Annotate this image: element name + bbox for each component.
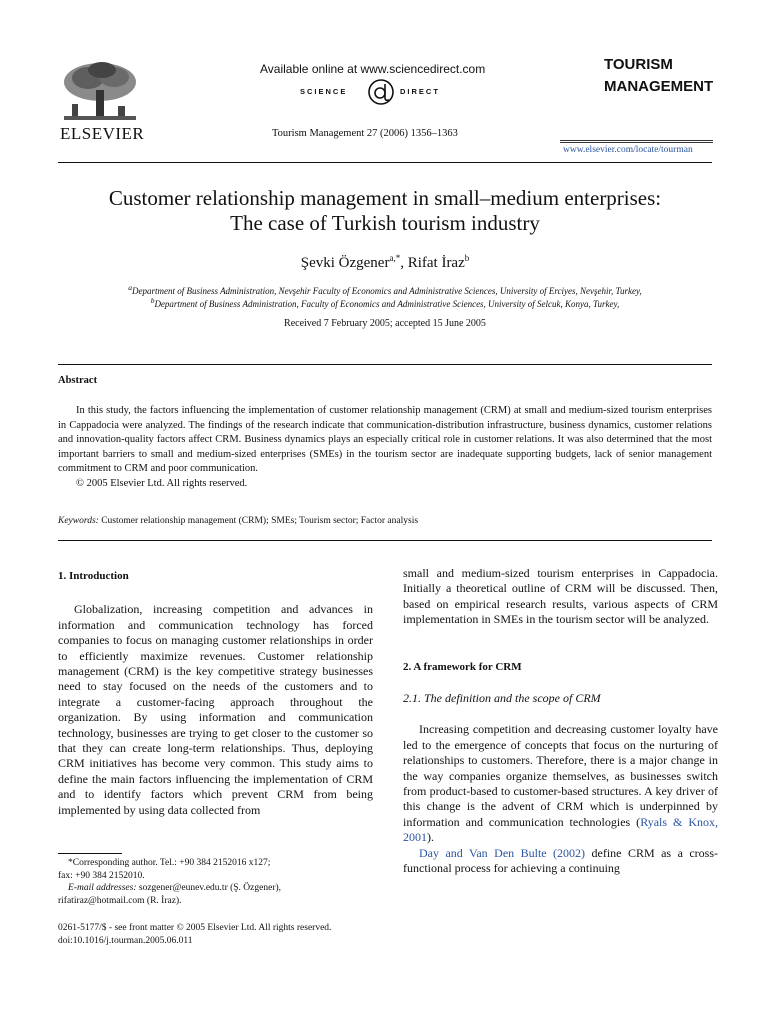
affiliation-a [58, 283, 712, 296]
front-matter [58, 922, 373, 947]
journal-citation: Tourism Management 27 (2006) 1356–1363 [272, 128, 458, 139]
title-line-1: Customer relationship management in small–medium enterprises: [108, 186, 662, 210]
publisher-name: ELSEVIER [60, 124, 145, 143]
left-column [58, 569, 373, 818]
received-dates: Received 7 February 2005; accepted 15 June 2005 [284, 318, 486, 329]
keywords-text: Customer relationship management (CRM); SMEs; Tourism sector; Factor analysis [101, 516, 419, 526]
section-2-1-end: ). [427, 830, 434, 845]
author-2: Rifat İraz [407, 255, 465, 271]
affiliation-b [58, 296, 712, 309]
email-label: E-mail addresses: [68, 883, 137, 894]
sd-left-word: SCIENCE [300, 87, 348, 96]
header-rule [58, 162, 712, 163]
journal-title-line2: MANAGEMENT [604, 78, 714, 95]
section-1-heading: 1. Introduction [58, 570, 129, 582]
abstract-body [58, 404, 712, 492]
section-2-1-paragraph [403, 722, 718, 845]
article-title [58, 186, 712, 236]
abstract-heading: Abstract [58, 375, 98, 386]
footnote-fax: fax: +90 384 2152010. [58, 870, 145, 881]
sd-right-word: DIRECT [400, 87, 440, 96]
day-van-den-bulte-paragraph [403, 846, 718, 877]
right-column [403, 566, 718, 877]
footnotes [58, 857, 373, 907]
citation-link-ryals-knox[interactable]: Ryals & Knox, 2001 [403, 814, 718, 845]
section-2-1-heading: 2.1. The definition and the scope of CRM [403, 691, 601, 706]
journal-url-link[interactable]: www.elsevier.com/locate/tourman [563, 145, 693, 155]
abstract-text: In this study, the factors influencing the implementation of customer relationship management (CRM) at small and medium-sized tourism enterprises in Cappadocia were analyzed. The findings of the research indicate that communication-distribution infrastructure, business dynamics, customer relations and innovation-quality factors affect CRM. Business dynamics plays an especially critical role in customer relations. It was also determined that the most important barriers to small and medium-sized enterprises (SMEs) in the tourism sector are inadequate supporting budgets, lack of senior management commitment to CRM and poor communication. [58, 405, 712, 475]
elsevier-tree-logo [58, 60, 142, 126]
affiliation-b-text: Department of Business Administration, Faculty of Economics and Administrative Sciences, University of Selcuk, Konya, Turkey, [154, 299, 620, 309]
author-1: Şevki Özgener [300, 255, 390, 271]
section-2-heading: 2. A framework for CRM [403, 660, 522, 673]
sd-at-icon [366, 78, 396, 106]
author-1-affiliation-mark: a, [389, 253, 396, 263]
day-van-den-bulte-text: define CRM as a cross-functional process for achieving a continuing [403, 845, 719, 876]
journal-divider-top [560, 140, 713, 141]
section-2-1-text: Increasing competition and decreasing customer loyalty have led to the emergence of concepts that focus on the nurturing of relationships to customers. Therefore, there is a major change in the way companies organize themselves, as businesses switch from product-based to customer-based structures. A key driver of this change is the advent of CRM which is underpinned by information and communication technologies ( [403, 722, 718, 829]
citation-link-day-van-den-bulte[interactable]: Day and Van Den Bulte (2002) [419, 845, 586, 860]
front-matter-line: 0261-5177/$ - see front matter © 2005 Elsevier Ltd. All rights reserved. [58, 923, 332, 933]
affiliation-b-mark: b [150, 296, 155, 305]
keywords-label: Keywords: [58, 516, 99, 526]
journal-divider [560, 142, 713, 143]
abstract-bottom-rule [58, 540, 712, 541]
corresponding-author-mark[interactable]: * [395, 253, 401, 263]
author-list: Şevki Özgener$^{a,*}$, Rifat İraz$^b$ [300, 253, 470, 271]
journal-title-line1: TOURISM [604, 56, 673, 73]
abstract-top-rule [58, 364, 712, 365]
footnote-rule [58, 853, 122, 854]
email-2: rifatiraz@hotmail.com (R. İraz). [58, 895, 182, 906]
footnote-corresponding: *Corresponding author. Tel.: +90 384 2152016 x127; [68, 858, 271, 868]
email-1: sozgener@eunev.edu.tr (Ş. Özgener), [136, 883, 282, 894]
footnote-emails [58, 882, 373, 895]
affiliation-a-mark: a [128, 283, 132, 292]
doi-line: doi:10.1016/j.tourman.2005.06.011 [58, 935, 193, 946]
intro-continuation: small and medium-sized tourism enterprises in Cappadocia. Initially a theoretical outline of CRM will be discussed. Then, based on empirical research results, various aspects of CRM implementation in SMEs in the tourism sector will be analyzed. [403, 566, 718, 627]
keywords-line [58, 516, 712, 526]
section-1-paragraph: Globalization, increasing competition and advances in information and communication technology has forced companies to focus on managing customer relationships in order to efficiently maximize revenues. Customer relationship management (CRM) is the key competitive strategy businesses need to stay focused on the needs of the customers and to integrate a customer-facing approach throughout the organization. By using information and communication technology, businesses are trying to get closer to the customer so that they can create long-term relationships. Thus, deploying CRM initiatives has become very common. This study aims to define the main factors influencing the implementation of CRM and to identify factors which prevent CRM from being implemented by using data collected from [58, 602, 373, 817]
title-line-2: The case of Turkish tourism industry [230, 211, 540, 235]
sciencedirect-logo [300, 78, 470, 106]
available-online-text: Available online at www.sciencedirect.com [260, 62, 486, 76]
abstract-copyright: © 2005 Elsevier Ltd. All rights reserved. [76, 477, 248, 489]
affiliation-a-text: Department of Business Administration, Nevşehir Faculty of Economics and Administrative Sciences, University of Erciyes, Nevşehir, Turkey, [131, 286, 642, 296]
author-2-affiliation-mark: b [464, 253, 470, 263]
journal-title [604, 54, 714, 98]
